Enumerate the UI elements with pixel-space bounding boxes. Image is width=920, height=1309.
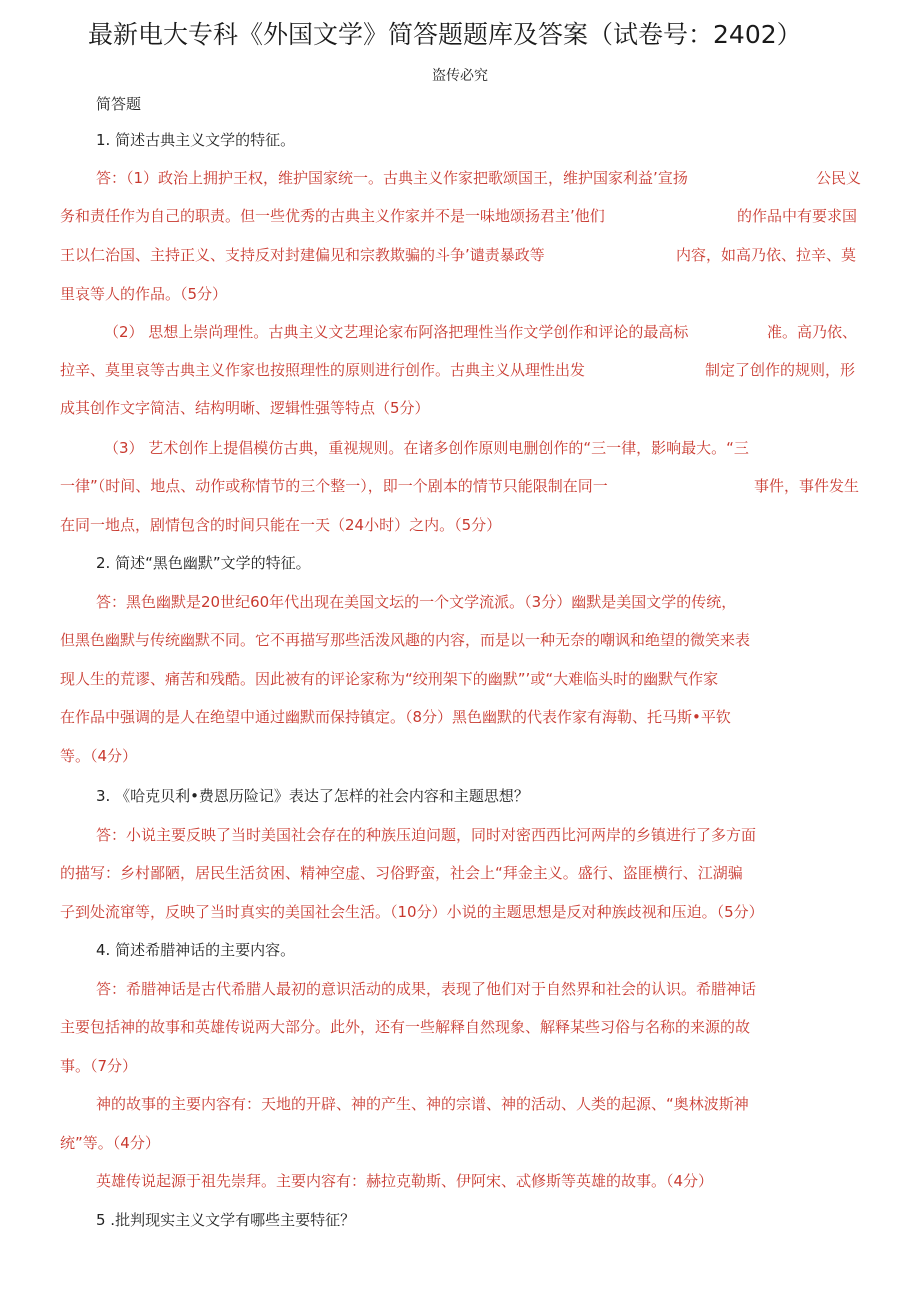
q4-answer-line6: 英雄传说起源于祖先崇拜。主要内容有：赫拉克勒斯、伊阿宋、忒修斯等英雄的故事。（4分）: [96, 1172, 714, 1190]
q1-answer-part1-line1-end: 公民义: [816, 169, 862, 187]
q4-answer-line1: 答：希腊神话是古代希腊人最初的意识活动的成果，表现了他们对于自然界和社会的认识。希腊神话: [96, 980, 757, 998]
q3-answer-line1: 答：小说主要反映了当时美国社会存在的种族压迫问题，同时对密西西比河两岸的乡镇进行了多方面: [96, 826, 757, 844]
q2-answer-line4: 在作品中强调的是人在绝望中通过幽默而保持镇定。（8分）黑色幽默的代表作家有海勒、托马斯•平钦: [60, 708, 731, 726]
q4-answer-line4: 神的故事的主要内容有：天地的开辟、神的产生、神的宗谱、神的活动、人类的起源、“奥林波斯神: [96, 1095, 749, 1113]
q4-answer-line2: 主要包括神的故事和英雄传说两大部分。此外，还有一些解释自然现象、解释某些习俗与名称的来源的故: [60, 1018, 751, 1036]
q1-answer-part1-line4: 里哀等人的作品。（5分）: [60, 285, 228, 303]
q2-answer-line3: 现人生的荒谬、痛苦和残酷。因此被有的评论家称为“绞刑架下的幽默”’或“大难临头时的幽默气作家: [60, 670, 719, 688]
question-1: 1. 简述古典主义文学的特征。: [96, 131, 296, 149]
q3-answer-line3: 子到处流窜等，反映了当时真实的美国社会生活。（10分）小说的主题思想是反对种族歧视和压迫。（5分）: [60, 903, 764, 921]
q1-answer-part1-line3: 王以仁治国、主持正义、支持反对封建偏见和宗教欺骗的斗争’谴责暴政等: [60, 246, 545, 264]
q2-answer-line5: 等。（4分）: [60, 747, 138, 765]
q1-answer-part2-line3: 成其创作文字简洁、结构明晰、逻辑性强等特点（5分）: [60, 399, 430, 417]
q1-answer-part1-line2: 务和责任作为自己的职责。但一些优秀的古典主义作家并不是一味地颂扬君主’他们: [60, 207, 605, 225]
question-3: 3. 《哈克贝利•费恩历险记》表达了怎样的社会内容和主题思想？: [96, 787, 529, 805]
document-title: 最新电大专科《外国文学》简答题题库及答案（试卷号：2402）: [88, 20, 802, 49]
question-2: 2. 简述“黑色幽默”文学的特征。: [96, 554, 311, 572]
q2-answer-line2: 但黑色幽默与传统幽默不同。它不再描写那些活泼风趣的内容，而是以一种无奈的嘲讽和绝望的微笑来表: [60, 631, 751, 649]
q2-answer-line1: 答：黑色幽默是20世纪60年代出现在美国文坛的一个文学流派。（3分）幽默是美国文学的传统，: [96, 593, 737, 611]
question-4: 4. 简述希腊神话的主要内容。: [96, 941, 296, 959]
q1-answer-part3-line2-end: 事件，事件发生: [754, 477, 860, 495]
q1-answer-part3-line1: （3） 艺术创作上提倡模仿古典，重视规则。在诸多创作原则电删创作的“三一律，影响最大。“三: [104, 439, 749, 457]
q4-answer-line3: 事。（7分）: [60, 1057, 138, 1075]
q1-answer-part3-line2: 一律”（时间、地点、动作或称情节的三个整一），即一个剧本的情节只能限制在同一: [60, 477, 608, 495]
q1-answer-part2-line2: 拉辛、莫里哀等古典主义作家也按照理性的原则进行创作。古典主义从理性出发: [60, 361, 586, 379]
q1-answer-part1-line2-end: 的作品中有要求国: [737, 207, 858, 225]
q4-answer-line5: 统”等。（4分）: [60, 1134, 160, 1152]
q1-answer-part2-line2-end: 制定了创作的规则，形: [705, 361, 856, 379]
q1-answer-part3-line3: 在同一地点，剧情包含的时间只能在一天（24小时）之内。（5分）: [60, 516, 502, 534]
q3-answer-line2: 的描写：乡村鄙陋，居民生活贫困、精神空虚、习俗野蛮，社会上“拜金主义。盛行、盗匪横行、江湖骗: [60, 864, 743, 882]
question-5: 5 .批判现实主义文学有哪些主要特征？: [96, 1211, 356, 1229]
copyright-notice: 盗传必究: [432, 68, 488, 84]
q1-answer-part1-line1: 答：（1）政治上拥护王权，维护国家统一。古典主义作家把歌颂国王，维护国家利益’宣扬: [96, 169, 688, 187]
section-heading: 简答题: [96, 95, 142, 113]
q1-answer-part2-line1-end: 准。高乃依、: [767, 323, 858, 341]
q1-answer-part2-line1: （2） 思想上崇尚理性。古典主义文艺理论家布阿洛把理性当作文学创作和评论的最高标: [104, 323, 689, 341]
q1-answer-part1-line3-end: 内容，如高乃依、拉辛、莫: [676, 246, 857, 264]
